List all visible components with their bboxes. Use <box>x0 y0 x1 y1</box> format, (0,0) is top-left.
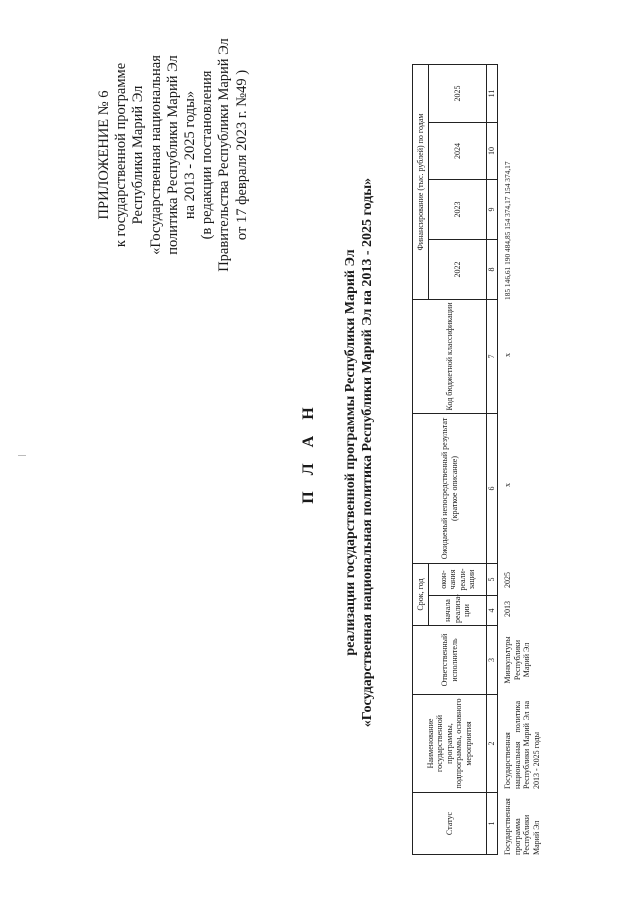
column-number: 8 <box>487 240 498 300</box>
document-titles <box>298 0 376 905</box>
appendix-line: (в редакции постановления <box>199 70 216 240</box>
appendix-line: Правительства Республики Марий Эл <box>216 38 233 272</box>
row-status: Государственная программа Республики Марий Эл <box>503 798 541 855</box>
header-financing: Финансирование (тыс. рублей) по годам <box>413 65 429 300</box>
plan-subtitle: реализации государственной программы Республики Марий Эл <box>343 249 358 656</box>
column-number: 9 <box>487 180 498 240</box>
header-year: 2023 <box>429 180 487 240</box>
column-number: 5 <box>487 564 498 596</box>
plan-program-name: «Государственная национальная политика Республики Марий Эл на 2013 - 2025 годы» <box>360 177 375 728</box>
column-number: 3 <box>487 626 498 695</box>
row-result: x <box>503 483 512 487</box>
header-status: Статус <box>413 793 487 855</box>
appendix-line: на 2013 - 2025 годы» <box>182 90 199 220</box>
header-name: Наименование государственной программы, подпрограммы, основного мероприятия <box>413 695 487 793</box>
column-number: 11 <box>487 65 498 123</box>
header-year: 2024 <box>429 123 487 180</box>
row-executor: Минкультуры Республики Марий Эл <box>503 636 531 684</box>
scan-edge-mark <box>18 455 26 456</box>
column-number: 7 <box>487 300 498 414</box>
plan-table <box>412 64 498 855</box>
appendix-line: политика Республики Марий Эл <box>164 55 181 255</box>
row-program-name: Государственная национальная политика Республики Марий Эл на 2013 - 2025 годы <box>503 701 541 789</box>
header-code: Код бюджетной классификации <box>413 300 487 414</box>
column-number: 10 <box>487 123 498 180</box>
row-financing: 185 146,61 190 484,85 154 374,17 154 374,17 <box>503 161 512 300</box>
column-number: 2 <box>487 695 498 793</box>
appendix-line: ПРИЛОЖЕНИЕ № 6 <box>96 90 112 220</box>
row-start-year: 2013 <box>503 601 512 617</box>
plan-title: П Л А Н <box>300 401 317 504</box>
row-end-year: 2025 <box>503 572 512 588</box>
header-term-start: начала реализа-ции <box>429 596 487 626</box>
header-executor: Ответственный исполнитель <box>413 626 487 695</box>
header-term-end: окон-чания реали-зации <box>429 564 487 596</box>
appendix-line: от 17 февраля 2023 г. №49 ) <box>233 69 250 241</box>
header-year: 2025 <box>429 65 487 123</box>
appendix-line: к государственной программе <box>113 62 130 248</box>
appendix-line: «Государственная национальная <box>147 55 164 255</box>
column-number: 1 <box>487 793 498 855</box>
appendix-block <box>96 5 251 305</box>
row-budget-code: x <box>503 353 512 357</box>
appendix-line: Республики Марий Эл <box>130 85 147 225</box>
column-number: 6 <box>487 414 498 564</box>
header-year: 2022 <box>429 240 487 300</box>
column-number: 4 <box>487 596 498 626</box>
header-term: Срок, год <box>413 564 429 626</box>
header-result: Ожидаемый непосредственный результат (краткое описание) <box>413 414 487 564</box>
